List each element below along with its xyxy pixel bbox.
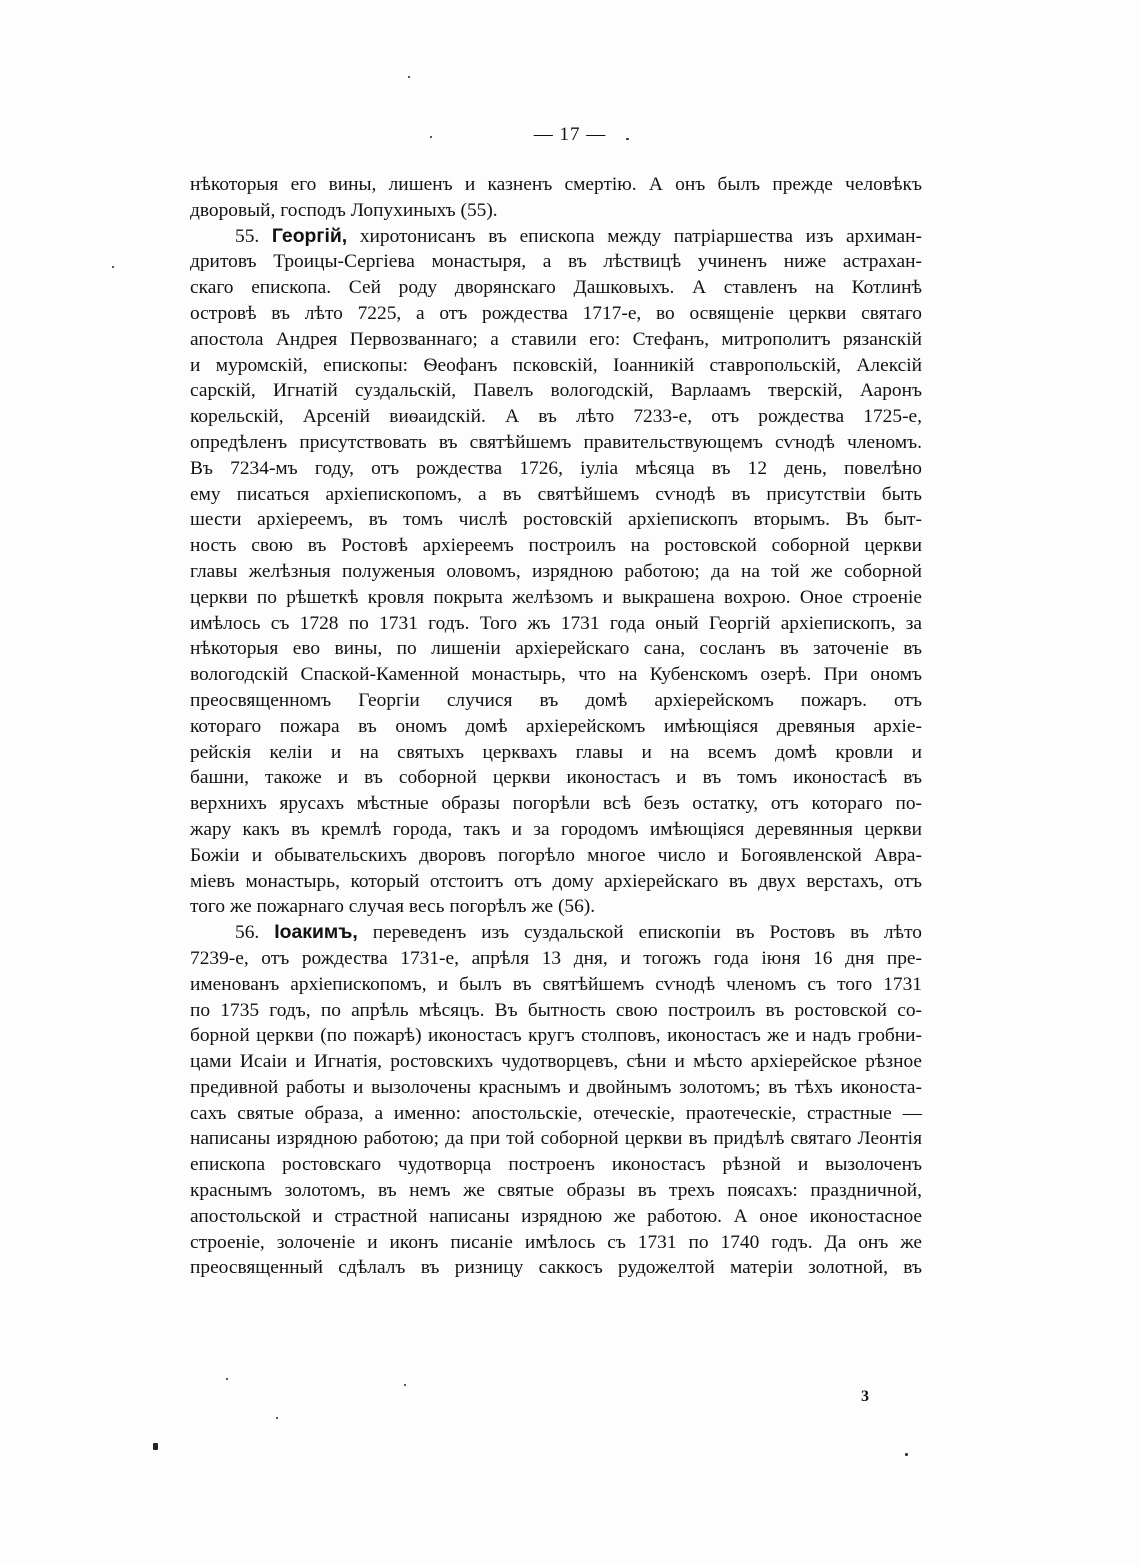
bishop-name: Георгій, <box>271 224 348 247</box>
text-line: скаго епископа. Сей роду дворянскаго Дашковыхъ. А ставленъ на Котлинѣ <box>190 277 922 299</box>
main-text <box>190 172 922 1281</box>
text-line: строеніе, золоченіе и иконъ писаніе имѣлось съ 1731 по 1740 годъ. Да онъ же <box>190 1231 922 1253</box>
paragraph-number: 56. <box>235 922 260 944</box>
text-line <box>190 224 922 250</box>
text-line: преосвященный сдѣлалъ въ ризницу саккосъ рудожелтой матеріи золотной, въ <box>190 1257 922 1279</box>
text-line: именованъ архіепископомъ, и былъ въ святѣйшемъ сѵнодѣ членомъ съ того 1731 <box>190 973 922 995</box>
text-line: Божіи и обывательскихъ дворовъ погорѣло многое число и Богоявленской Авра- <box>190 844 922 866</box>
text-line: жару какъ въ кремлѣ города, такъ и за городомъ имѣющіяся деревянныя церкви <box>190 818 922 840</box>
text-line: Въ 7234-мъ году, отъ рождества 1726, іуліа мѣсяца въ 12 день, повелѣно <box>190 457 922 479</box>
text-line: опредѣленъ присутствовать въ святѣйшемъ правительствующемъ сѵнодѣ членомъ. <box>190 431 922 453</box>
text-line: верхнихъ ярусахъ мѣстные образы погорѣли всѣ безъ остатку, отъ котораго по- <box>190 793 922 815</box>
scan-speck <box>112 266 114 268</box>
page-number: — 17 — <box>533 124 607 145</box>
paragraph-56 <box>190 920 922 1281</box>
scan-speck <box>430 136 432 138</box>
text-line: и муромскій, епископы: Ѳеофанъ псковскій, Іоанникій ставропольскій, Алексій <box>190 354 922 376</box>
scan-speck <box>408 76 410 78</box>
scan-speck <box>276 1417 278 1419</box>
text-fragment: хиротонисанъ въ епископа между патріаршества изъ архиман- <box>359 225 922 247</box>
text-line: корельскій, Арсеній виѳаидскій. А въ лѣто 7233-е, отъ рождества 1725-е, <box>190 406 922 428</box>
text-line: дворовый, господъ Лопухиныхъ (55). <box>190 199 498 221</box>
text-line: епископа ростовскаго чудотворца построенъ иконостасъ рѣзной и вызолоченъ <box>190 1154 922 1176</box>
paragraph-number: 55. <box>235 225 260 247</box>
scan-speck <box>404 1384 406 1386</box>
paragraph-55 <box>190 224 922 921</box>
text-line: того же пожарнаго случая весь погорѣлъ же (56). <box>190 896 596 918</box>
text-line <box>190 920 922 946</box>
text-line: нѣкоторыя его вины, лишенъ и казненъ смертію. А онъ былъ прежде человѣкъ <box>190 174 922 195</box>
text-line: шести архіереемъ, въ томъ числѣ ростовскій архіепископъ вторымъ. Въ быт- <box>190 509 922 531</box>
text-line: котораго пожара въ ономъ домѣ архіерейскомъ имѣющіяся древяныя архіе- <box>190 715 922 737</box>
text-line: церкви по рѣшеткѣ кровля покрыта желѣзомъ и выкрашена вохрою. Оное строеніе <box>190 586 922 608</box>
text-line: борной церкви (по пожарѣ) иконостасъ кругъ столповъ, иконостасъ же и надъ гробни- <box>190 1025 922 1047</box>
text-line: написаны изрядною работою; да при той соборной церкви въ придѣлѣ святаго Леонтія <box>190 1128 922 1150</box>
text-line: сарскій, Игнатій суздальскій, Павелъ вологодскій, Варлаамъ тверскій, Ааронъ <box>190 380 922 402</box>
bishop-name: Іоакимъ, <box>274 921 358 944</box>
text-line: дритовъ Троицы-Сергіева монастыря, а въ лѣствицѣ учиненъ ниже астрахан- <box>190 251 922 273</box>
scan-speck <box>153 1443 158 1450</box>
text-line: апостольской и страстной написаны изрядною же работою. А оное иконостасное <box>190 1205 922 1227</box>
text-fragment: переведенъ изъ суздальской епископіи въ Ростовъ въ лѣто <box>372 922 922 944</box>
text-line: сахъ святые образа, а именно: апостольскіе, отеческіе, праотеческіе, страстные — <box>190 1102 922 1124</box>
paragraph-continuation <box>190 172 922 224</box>
text-line: главы желѣзныя полуженыя оловомъ, изрядною работою; да на той же соборной <box>190 560 922 582</box>
text-line: нѣкоторыя ево вины, по лишеніи архіерейскаго сана, сосланъ въ заточеніе въ <box>190 638 922 660</box>
scan-speck <box>626 138 629 140</box>
text-line: островѣ въ лѣто 7225, а отъ рождества 1717-е, во освященіе церкви святаго <box>190 302 922 324</box>
text-line: ность свою въ Ростовѣ архіереемъ построилъ на ростовской соборной церкви <box>190 535 922 557</box>
text-line: міевъ монастырь, который отстоитъ отъ дому архіерейскаго въ двух верстахъ, отъ <box>190 870 922 892</box>
text-line: предивной работы и вызолочены краснымъ и двойнымъ золотомъ; въ тѣхъ иконоста- <box>190 1076 922 1098</box>
text-line: преосвященномъ Георгіи случися въ домѣ архіерейскомъ пожаръ. отъ <box>190 689 922 711</box>
text-line: краснымъ золотомъ, въ немъ же святые образы въ трехъ поясахъ: праздничной, <box>190 1180 922 1202</box>
scan-speck <box>905 1453 908 1456</box>
text-line: цами Исаіи и Игнатія, ростовскихъ чудотворцевъ, сѣни и мѣсто архіерейское рѣзное <box>190 1051 922 1073</box>
text-line: ему писаться архіепископомъ, а въ святѣйшемъ сѵнодѣ въ присутствіи быть <box>190 483 922 505</box>
text-line: 7239-е, отъ рождества 1731-е, апрѣля 13 дня, и тогожъ года іюня 16 дня пре- <box>190 947 922 969</box>
signature-mark: 3 <box>861 1388 869 1405</box>
text-line: имѣлось съ 1728 по 1731 годъ. Того жъ 1731 года оный Георгій архіепископъ, за <box>190 612 922 634</box>
text-line: по 1735 годъ, по апрѣль мѣсяцъ. Въ бытность свою построилъ въ ростовской со- <box>190 999 922 1021</box>
text-line: апостола Андрея Первозваннаго; а ставили его: Стефанъ, митрополитъ рязанскій <box>190 328 922 350</box>
text-line: башни, такоже и въ соборной церкви иконостасъ и въ томъ иконостасѣ въ <box>190 767 922 789</box>
text-line: рейскія келіи и на святыхъ церквахъ главы и на всемъ домѣ кровли и <box>190 741 922 763</box>
scan-speck <box>226 1378 228 1380</box>
text-line: вологодскій Спаской-Каменной монастырь, что на Кубенскомъ озерѣ. При ономъ <box>190 664 922 686</box>
